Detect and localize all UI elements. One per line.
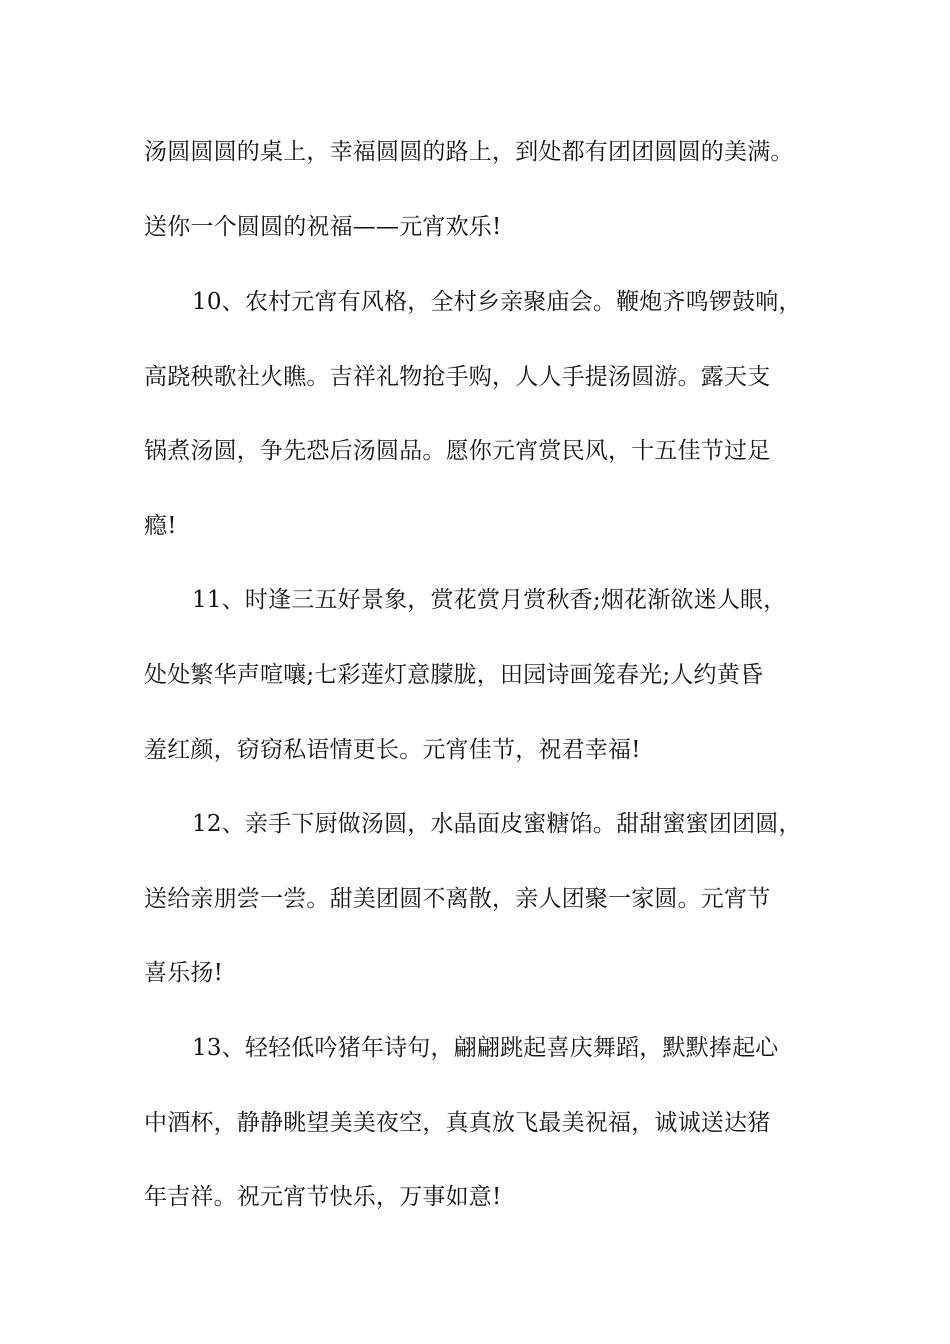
paragraph-11-first-line: 11、时逢三五好景象，赏花赏月赏秋香;烟花渐欲迷人眼， — [192, 587, 787, 613]
text-line: 高跷秧歌社火瞧。吉祥礼物抢手购，人人手提汤圆游。露天支 — [144, 364, 771, 390]
text-line: 送你一个圆圆的祝福——元宵欢乐! — [144, 214, 502, 240]
text-line: 羞红颜，窃窃私语情更长。元宵佳节，祝君幸福! — [144, 737, 641, 763]
text-line: 年吉祥。祝元宵节快乐，万事如意! — [144, 1184, 502, 1210]
text-line: 喜乐扬! — [144, 960, 224, 986]
paragraph-12-first-line: 12、亲手下厨做汤圆，水晶面皮蜜糖馅。甜甜蜜蜜团团圆， — [192, 811, 802, 837]
text-line: 锅煮汤圆，争先恐后汤圆品。愿你元宵赏民风，十五佳节过足 — [144, 438, 771, 464]
text-line: 汤圆圆圆的桌上，幸福圆圆的路上，到处都有团团圆圆的美满。 — [144, 139, 794, 165]
text-line: 送给亲朋尝一尝。甜美团圆不离散，亲人团聚一家圆。元宵节 — [144, 886, 771, 912]
paragraph-10-first-line: 10、农村元宵有风格，全村乡亲聚庙会。鞭炮齐鸣锣鼓响， — [192, 289, 802, 315]
text-line: 处处繁华声喧嚷;七彩莲灯意朦胧，田园诗画笼春光;人约黄昏 — [144, 662, 764, 688]
text-line: 瘾! — [144, 513, 177, 539]
text-line: 中酒杯，静静眺望美美夜空，真真放飞最美祝福，诚诚送达猪 — [144, 1110, 771, 1136]
paragraph-13-first-line: 13、轻轻低吟猪年诗句，翩翩跳起喜庆舞蹈，默默捧起心 — [192, 1035, 779, 1061]
